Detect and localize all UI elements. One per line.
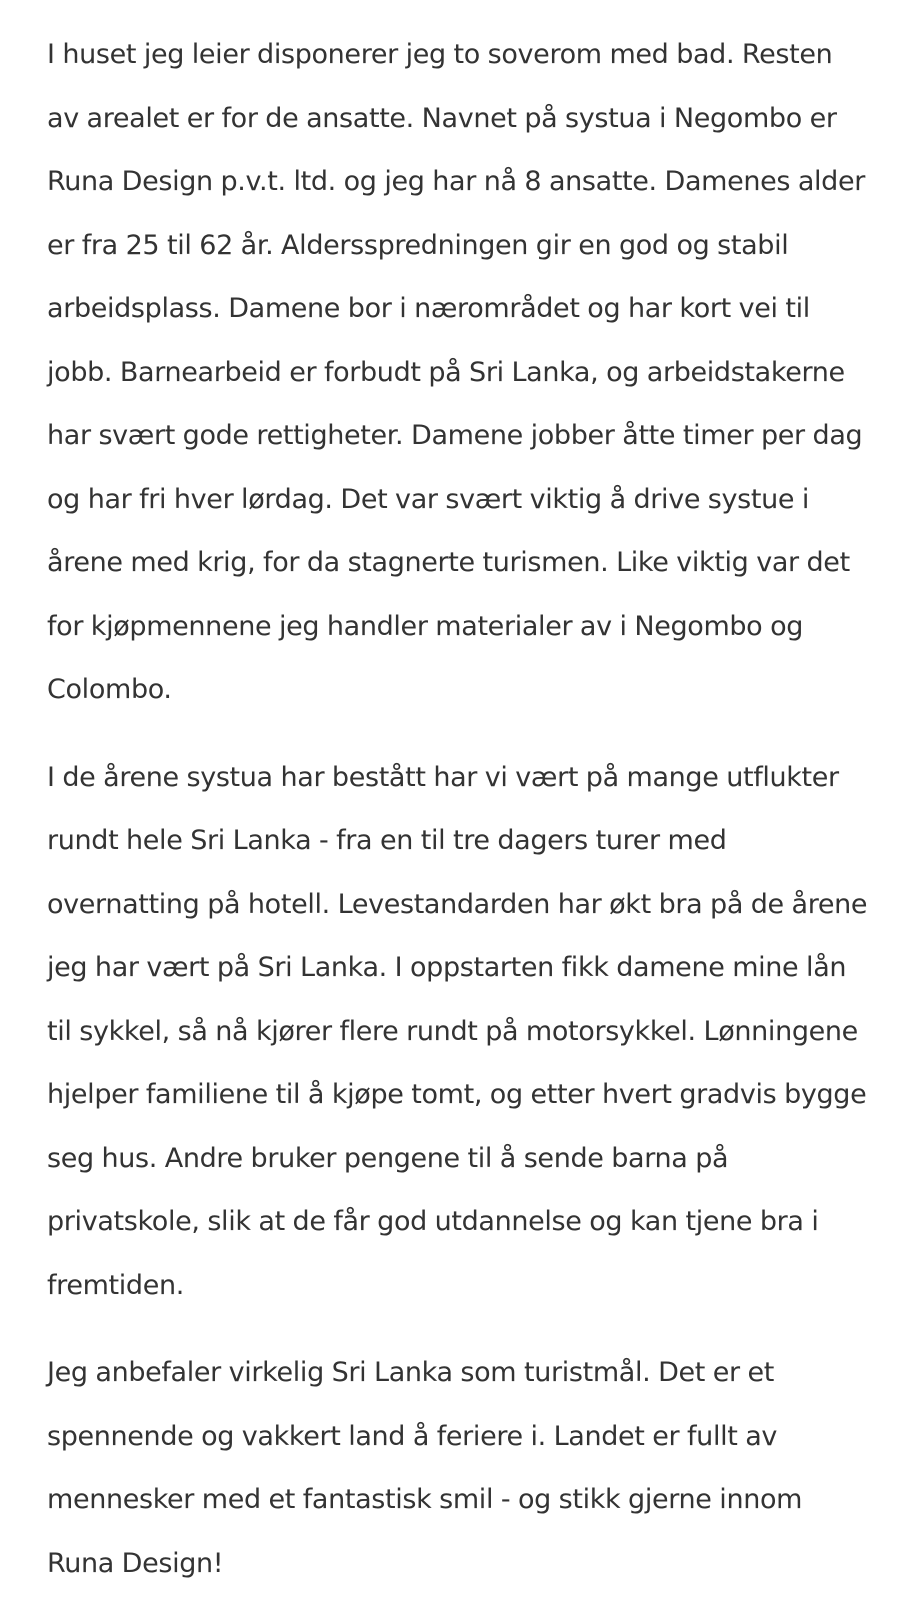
- paragraph-workshop: I huset jeg leier disponerer jeg to soverom med bad. Resten av arealet er for de ansatte. Navnet på systua i Negombo er Runa Design p.v.t. ltd. og jeg har nå 8 ansatte. Damenes alder er fra 25 til 62 år. Aldersspredningen gir en god og stabil arbeidsplass. Damene bor i nærområdet og har kort vei til jobb. Barnearbeid er forbudt på Sri Lanka, og arbeidstakerne har svært gode rettigheter. Damene jobber åtte timer per dag og har fri hver lørdag. Det var svært viktig å drive systue i årene med krig, for da stagnerte turismen. Like viktig var det for kjøpmennene jeg handler materialer av i Negombo og Colombo.: [47, 39, 865, 705]
- paragraph-excursions: I de årene systua har bestått har vi vært på mange utflukter rundt hele Sri Lanka - fra en til tre dagers turer med overnatting på hotell. Levestandarden har økt bra på de årene jeg har vært på Sri Lanka. I oppstarten fikk damene mine lån til sykkel, så nå kjører flere rundt på motorsykkel. Lønningene hjelper familiene til å kjøpe tomt, og etter hvert gradvis bygge seg hus. Andre bruker pengene til å sende barna på privatskole, slik at de får god utdannelse og kan tjene bra i fremtiden.: [47, 761, 868, 1301]
- paragraph-recommendation: Jeg anbefaler virkelig Sri Lanka som turistmål. Det er et spennende og vakkert land å feriere i. Landet er fullt av mennesker med et fantastisk smil - og stikk gjerne innom Runa Design!: [47, 1357, 803, 1579]
